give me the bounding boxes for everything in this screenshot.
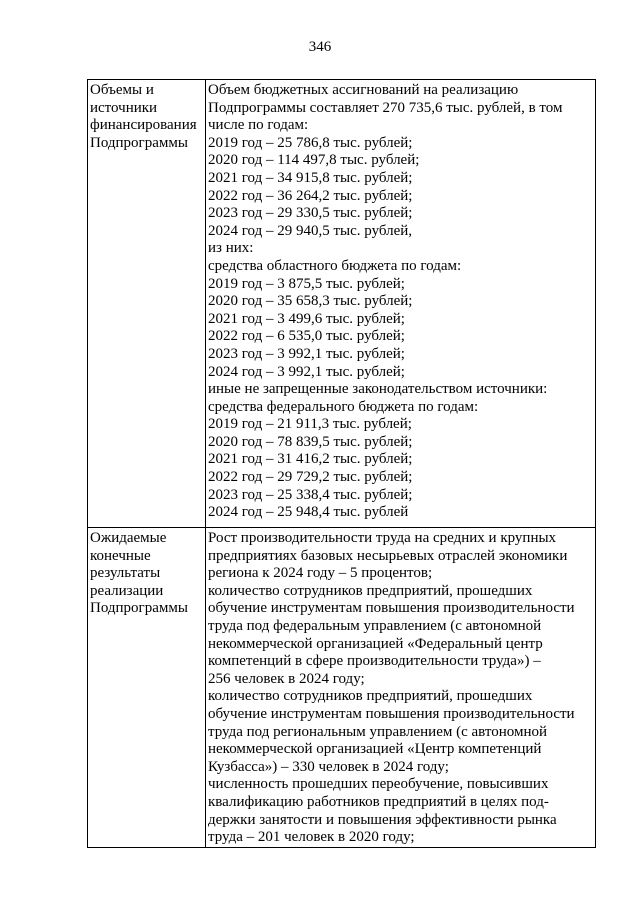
text-line: 2021 год – 34 915,8 тыс. рублей; [208,169,413,186]
passport-table [87,79,596,848]
text-line: 2022 год – 6 535,0 тыс. рублей; [208,328,405,345]
text-line: 2023 год – 3 992,1 тыс. рублей; [208,345,405,362]
text-line: Подпрограммы [90,600,188,617]
text-line: 2023 год – 25 338,4 тыс. рублей; [208,486,413,503]
text-line: 2019 год – 3 875,5 тыс. рублей; [208,275,405,292]
text-line: региона к 2024 году – 5 процентов; [208,565,433,582]
text-line: квалификацию работников предприятий в целях под- [208,793,549,810]
text-line: 256 человек в 2024 году; [208,670,365,687]
text-line: труда под федеральным управлением (с автономной [208,617,542,634]
text-line: некоммерческой организацией «Центр компетенций [208,741,542,758]
text-line: Ожидаемые [90,530,167,546]
text-line: 2020 год – 35 658,3 тыс. рублей; [208,293,413,310]
text-line: некоммерческой организацией «Федеральный центр [208,635,543,652]
text-line: 2023 год – 29 330,5 тыс. рублей; [208,205,413,222]
text-line: Подпрограммы [90,134,188,151]
text-line: числе по годам: [208,117,309,134]
row-content-cell [206,80,596,528]
text-line: Объем бюджетных ассигнований на реализацию [208,82,519,98]
table-row-funding [88,80,596,528]
page-number: 346 [308,39,332,55]
text-line: реализации [90,582,164,599]
text-line: Кузбасса») – 330 человек в 2024 году; [208,758,449,775]
text-line: 2019 год – 25 786,8 тыс. рублей; [208,134,413,151]
text-line: компетенций в сфере производительности труда») – [208,653,541,670]
row-label-cell [88,528,206,848]
row-label-cell [88,80,206,528]
text-line: 2024 год – 25 948,4 тыс. рублей [208,504,409,521]
text-line: 2020 год – 114 497,8 тыс. рублей; [208,152,420,169]
text-line: иные не запрещенные законодательством источники: [208,381,548,398]
text-line: финансирования [90,117,197,134]
text-line: средства областного бюджета по годам: [208,257,462,274]
text-line: количество сотрудников предприятий, прошедших [208,582,533,599]
text-line: Объемы и [90,82,154,98]
text-line: 2021 год – 3 499,6 тыс. рублей; [208,310,405,327]
text-line: 2022 год – 36 264,2 тыс. рублей; [208,187,413,204]
text-line: 2021 год – 31 416,2 тыс. рублей; [208,451,413,468]
text-line: Подпрограммы составляет 270 735,6 тыс. рублей, в том [208,99,563,116]
text-line: из них: [208,240,254,257]
text-line: держки занятости и повышения эффективности рынка [208,811,557,828]
text-line: численность прошедших переобучение, повысивших [208,776,549,793]
table-row-results [88,528,596,848]
text-line: обучение инструментам повышения производительности [208,600,575,617]
text-line: Рост производительности труда на средних и крупных [208,530,557,546]
text-line: 2019 год – 21 911,3 тыс. рублей; [208,416,412,433]
text-line: предприятиях базовых несырьевых отраслей экономики [208,547,568,564]
text-line: обучение инструментам повышения производительности [208,705,575,722]
text-line: труда под региональным управлением (с автономной [208,723,548,740]
text-line: 2024 год – 29 940,5 тыс. рублей, [208,222,413,239]
text-line: 2020 год – 78 839,5 тыс. рублей; [208,433,413,450]
text-line: 2022 год – 29 729,2 тыс. рублей; [208,469,413,486]
text-line: 2024 год – 3 992,1 тыс. рублей; [208,363,405,380]
text-line: источники [90,99,158,116]
text-line: результаты [90,565,161,582]
text-line: конечные [90,547,151,564]
row-content-cell [206,528,596,848]
text-line: средства федерального бюджета по годам: [208,398,479,415]
text-line: количество сотрудников предприятий, прошедших [208,688,533,705]
text-line: труда – 201 человек в 2020 году; [208,829,415,846]
